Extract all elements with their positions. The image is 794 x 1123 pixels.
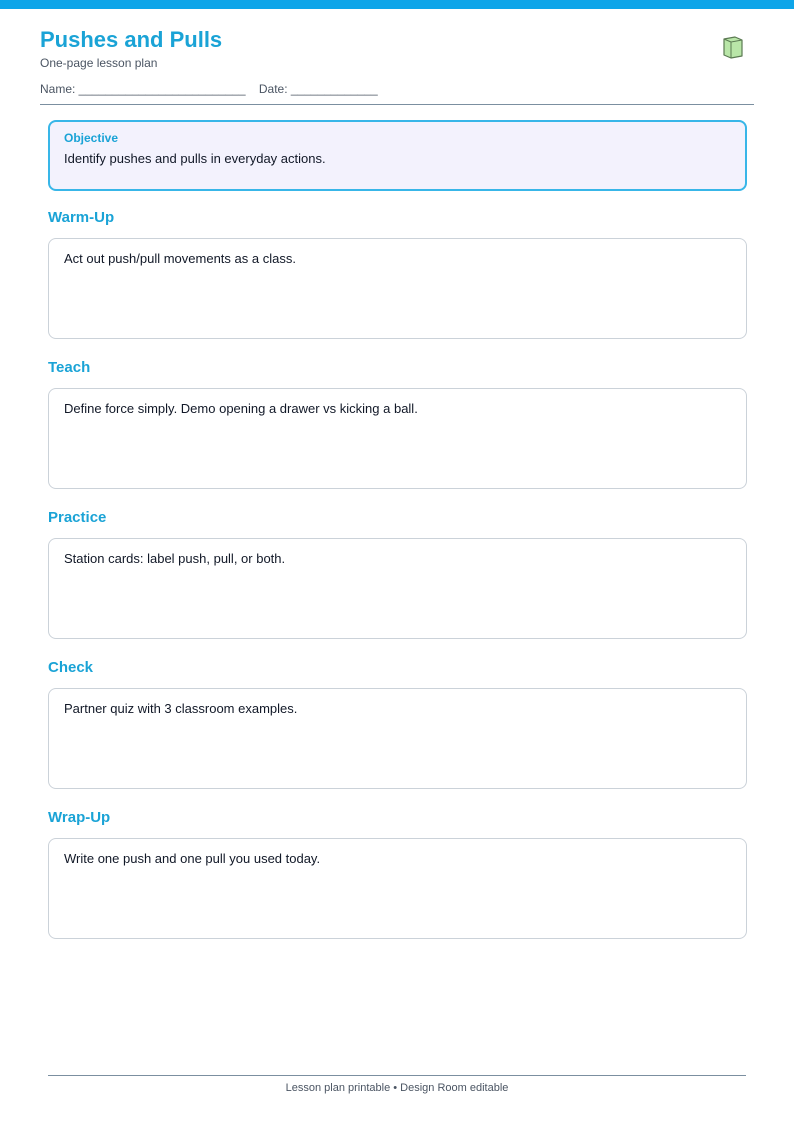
book-icon (722, 35, 744, 59)
section-title-practice: Practice (48, 509, 107, 526)
section-title-check: Check (48, 659, 94, 676)
objective-label: Objective (64, 131, 119, 145)
objective-box (48, 120, 747, 191)
section-box-practice (48, 538, 747, 639)
footer-text: Lesson plan printable • Design Room editable (285, 1082, 509, 1094)
section-box-warm-up (48, 238, 747, 339)
section-box-wrap-up (48, 838, 747, 939)
section-text-warm-up: Act out push/pull movements as a class. (64, 251, 296, 266)
section-text-teach: Define force simply. Demo opening a drawer vs kicking a ball. (64, 401, 418, 416)
page-title: Pushes and Pulls (40, 27, 223, 52)
top-accent-bar (0, 0, 794, 9)
section-title-wrap-up: Wrap-Up (48, 809, 111, 826)
header-divider (40, 104, 754, 105)
section-box-check (48, 688, 747, 789)
section-box-teach (48, 388, 747, 489)
section-text-wrap-up: Write one push and one pull you used today. (64, 851, 321, 866)
section-text-check: Partner quiz with 3 classroom examples. (64, 701, 298, 716)
section-title-warm-up: Warm-Up (48, 209, 115, 226)
section-text-practice: Station cards: label push, pull, or both. (64, 551, 286, 566)
section-title-teach: Teach (48, 359, 91, 376)
footer-divider (48, 1075, 746, 1076)
page-subtitle: One-page lesson plan (40, 56, 158, 70)
name-date-line: Name: _________________________ Date: _____________ (40, 82, 378, 96)
objective-text: Identify pushes and pulls in everyday actions. (64, 151, 326, 166)
